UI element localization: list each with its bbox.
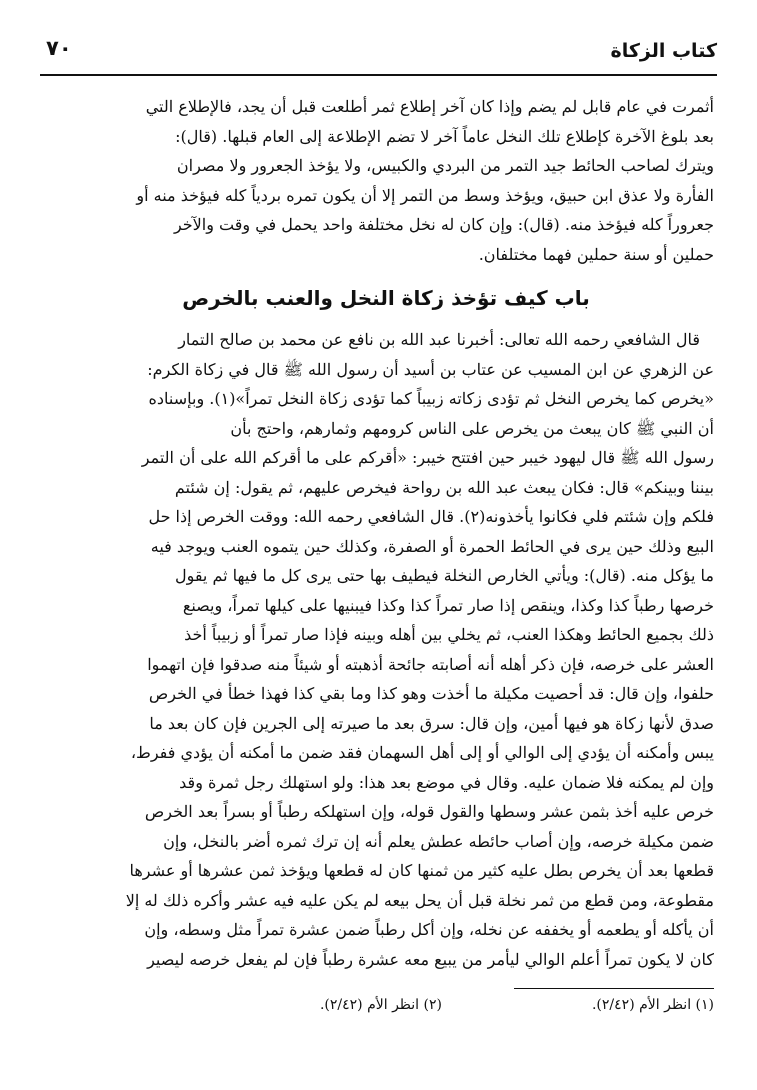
footnote-row [58,997,714,1013]
text-line: حلفوا، وإن قال: قد أحصيت مكيلة ما أخذت وهو كذا وما بقي كذا فهذا خطأ في الخرص [148,684,714,703]
text-line: صدق لأنها زكاة هو فيها أمين، وإن قال: سرق بعد ما صيرته إلى الجرين فإن كان بعد ما [149,713,714,733]
running-title: كتاب الزكاة [610,40,717,62]
text-line: أثمرت في عام قابل لم يضم وإذا كان آخر إطلاع ثمر أطلعت قبل أن يجد، فالإطلاع التي [145,97,714,116]
text-line: حملين أو سنة حملين فهما مختلفان. [478,244,714,264]
section-heading: باب كيف تؤخذ زكاة النخل والعنب بالخرص [182,286,590,310]
page-body [58,92,714,974]
text-line: جعروراً كله فيؤخذ منه. (قال): وإن كان له نخل مختلفة واحد يحمل في وقت والآخر [173,215,714,234]
text-line: «يخرص كما يخرص النخل ثم تؤدى زكاته زبيباً كما تؤدى زكاة النخل تمراً»(١). وبإسناده [148,389,714,408]
text-line: يبس وأمكنه أن يؤدي إلى الوالي أو إلى أهل السهمان فقد ضمن ما أمكنه أن يؤدي ففرط، [130,743,714,762]
text-line: مقطوعة، ومن قطع من ثمر نخلة قبل أن يحل بيعه لم يكن عليه فيه عشر وأكره ذلك له إلا [125,890,714,910]
text-line: كان لا يكون تمراً أعلم الوالي ليأمر من يبيع معه عشرة رطباً فإن لم يفعل خرصه ليصير [147,949,714,969]
text-line: بعد بلوغ الآخرة كإطلاع تلك النخل عاماً آخر لا تضم الإطلاعة إلى العام قبلها. (قال): [175,126,714,146]
text-line: قال الشافعي رحمه الله تعالى: أخبرنا عبد الله بن نافع عن محمد بن صالح التمار [178,330,700,349]
text-line: أن النبي ﷺ كان يبعث من يخرص على الناس كرومهم وثمارهم، واحتج بأن [230,418,714,438]
text-line: ضمن مكيلة خرصه، وإن أصاب حائطه عطش يعلم أنه إن ترك ثمره أضر بالنخل، وإن [163,831,714,851]
text-line: العشر على خرصه، فإن ذكر أهله أنه أصابته جائحة أذهبته أو شيئاً منه صدقوا فإن اتهموا [147,654,714,674]
header-rule [40,74,717,76]
footnote-1: (١) انظر الأم (٢/٤٢). [591,997,714,1013]
text-line: البيع وذلك حين يرى في الحائط الحمرة أو الصفرة، وكذلك حين يتموه العنب ويوجد فيه [150,536,714,556]
text-line: بيننا وبينكم» قال: فكان يبعث عبد الله بن رواحة فيخرص عليهم، ثم يقول: إن شئتم [174,477,714,497]
text-line: ما يؤكل منه. (قال): ويأتي الخارص النخلة فيطيف بها حتى يرى كل ما فيها ثم يقول [174,566,714,585]
text-line: الفأرة ولا عذق ابن حبيق، ويؤخذ وسط من التمر إلا أن يكون تمره بردياً كله فيؤخذ منه أو [136,185,714,205]
text-line: أن يأكله أو يطعمه أو يخففه عن نخله، وإن أكل رطباً ضمن عشرة تمراً مثل وسطه، وإن [144,920,714,939]
page-header [40,30,717,74]
footnote-rule [514,988,714,989]
text-line: فلكم وإن شئتم فلي فكانوا يأخذونه(٢). قال الشافعي رحمه الله: ووقت الخرص إذا حل [148,507,714,526]
text-line: عن الزهري عن ابن المسيب عن عتاب بن أسيد أن رسول الله ﷺ قال في زكاة الكرم: [147,359,714,379]
footnotes [58,988,714,1013]
text-line: رسول الله ﷺ قال ليهود خيبر حين افتتح خيبر: «أقركم على ما أقركم الله على أن التمر [141,448,714,467]
text-line: وإن لم يمكنه فلا ضمان عليه. وقال في موضع بعد هذا: ولو استهلك رجل ثمرة وقد [179,772,714,792]
footnote-2: (٢) انظر الأم (٢/٤٢). [319,997,442,1013]
page-number: ٧٠ [46,36,72,60]
text-line: ذلك بجميع الحائط وهكذا العنب، ثم يخلي بين أهله وبينه فإذا صار تمراً أو زبيباً أخذ [184,625,714,644]
text-line: قطعها بعد أن يخرص بطل عليه كثير من ثمنها كان له قطعها ويؤخذ ثمن عشرها أو عشرها [129,861,714,880]
text-line: خرص عليه أخذ بثمن عشر وسطها والقول قوله، وإن استهلكه رطباً أو بسراً بعد الخرص [144,802,714,821]
text-line: خرصها رطباً كذا وكذا، وينقص إذا صار تمراً كذا وكذا فيبنيها على كيلها تمراً، ويصنع [182,595,714,615]
text-line: ويترك لصاحب الحائط جيد التمر من البردي والكبيس، ولا يؤخذ الجعرور ولا مصران [176,156,714,175]
